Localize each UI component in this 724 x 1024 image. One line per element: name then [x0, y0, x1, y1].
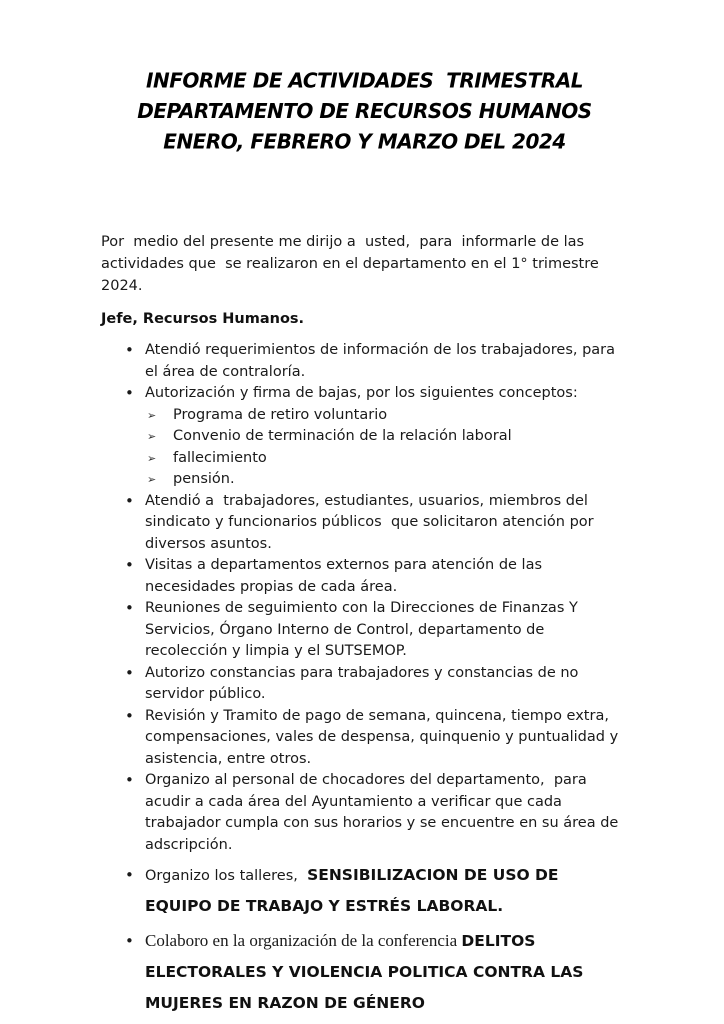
title-line-2: DEPARTAMENTO DE RECURSOS HUMANOS: [137, 98, 592, 124]
bullet-item: [101, 926, 628, 1019]
bullet-item: [101, 491, 628, 556]
title-line-3: ENERO, FEBRERO Y MARZO DEL 2024: [163, 129, 566, 154]
activity-list: [101, 340, 628, 1019]
bullet-item: [101, 383, 628, 491]
bullet-text-run: Revisión y Tramito de pago de semana, quincena, tiempo extra, compensaciones, vales de despensa, quinquenio y puntualidad y asistencia, entre otros.: [145, 707, 623, 767]
sub-bullet-list: [145, 405, 628, 491]
sub-bullet-item: ➢ Convenio de terminación de la relación laboral: [145, 426, 628, 448]
bullet-text-run: Organizo al personal de chocadores del departamento, para acudir a cada área del Ayuntamiento a verificar que cada trabajador cumpla con sus horarios y se encuentre en su área de adscripción.: [145, 772, 623, 853]
bullet-text-run: Autorización y firma de bajas, por los siguientes conceptos:: [145, 385, 578, 401]
bullet-text-run: Atendió requerimientos de información de los trabajadores, para el área de contraloría.: [145, 342, 620, 380]
bullet-text-run: Atendió a trabajadores, estudiantes, usuarios, miembros del sindicato y funcionarios públicos que solicitaron atención por diversos asuntos.: [145, 492, 599, 552]
bullet-item: [101, 598, 628, 663]
bullet-item: [101, 706, 628, 771]
bullet-item: [101, 860, 628, 922]
bullet-item: [101, 340, 628, 383]
sub-bullet-item: ➢ pensión.: [145, 469, 628, 491]
intro-paragraph: Por medio del presente me dirijo a usted, para informarle de las actividades que se realizaron en el departamento en el 1° trimestre 2024.: [101, 234, 604, 294]
bullet-item: [101, 663, 628, 706]
bullet-text-run: SENSIBILIZACION DE USO DE EQUIPO DE TRABAJO Y ESTRÉS LABORAL.: [145, 866, 564, 915]
bullet-item: [101, 770, 628, 856]
bullet-text-run: Visitas a departamentos externos para atención de las necesidades propias de cada área.: [145, 557, 547, 595]
sub-bullet-item: ➢ fallecimiento: [145, 448, 628, 470]
bullet-item: [101, 555, 628, 598]
bullet-text-run: DELITOS ELECTORALES Y VIOLENCIA POLITICA CONTRA LAS MUJERES EN RAZON DE GÉNERO: [145, 932, 589, 1012]
sub-bullet-item: ➢ Programa de retiro voluntario: [145, 405, 628, 427]
document-title: [101, 65, 628, 157]
bullet-text-run: Reuniones de seguimiento con la Direcciones de Finanzas Y Servicios, Órgano Interno de Control, departamento de recolección y limpia y el SUTSEMOP.: [145, 600, 583, 659]
section-heading: Jefe, Recursos Humanos.: [101, 311, 305, 327]
bullet-text-run: Colaboro en la organización de la conferencia: [145, 931, 462, 950]
bullet-text-run: Autorizo constancias para trabajadores y constancias de no servidor público.: [145, 664, 584, 702]
document-content: [101, 66, 628, 1019]
bullet-text-run: Organizo los talleres,: [145, 868, 308, 884]
title-line-1: INFORME DE ACTIVIDADES TRIMESTRAL: [146, 68, 583, 93]
